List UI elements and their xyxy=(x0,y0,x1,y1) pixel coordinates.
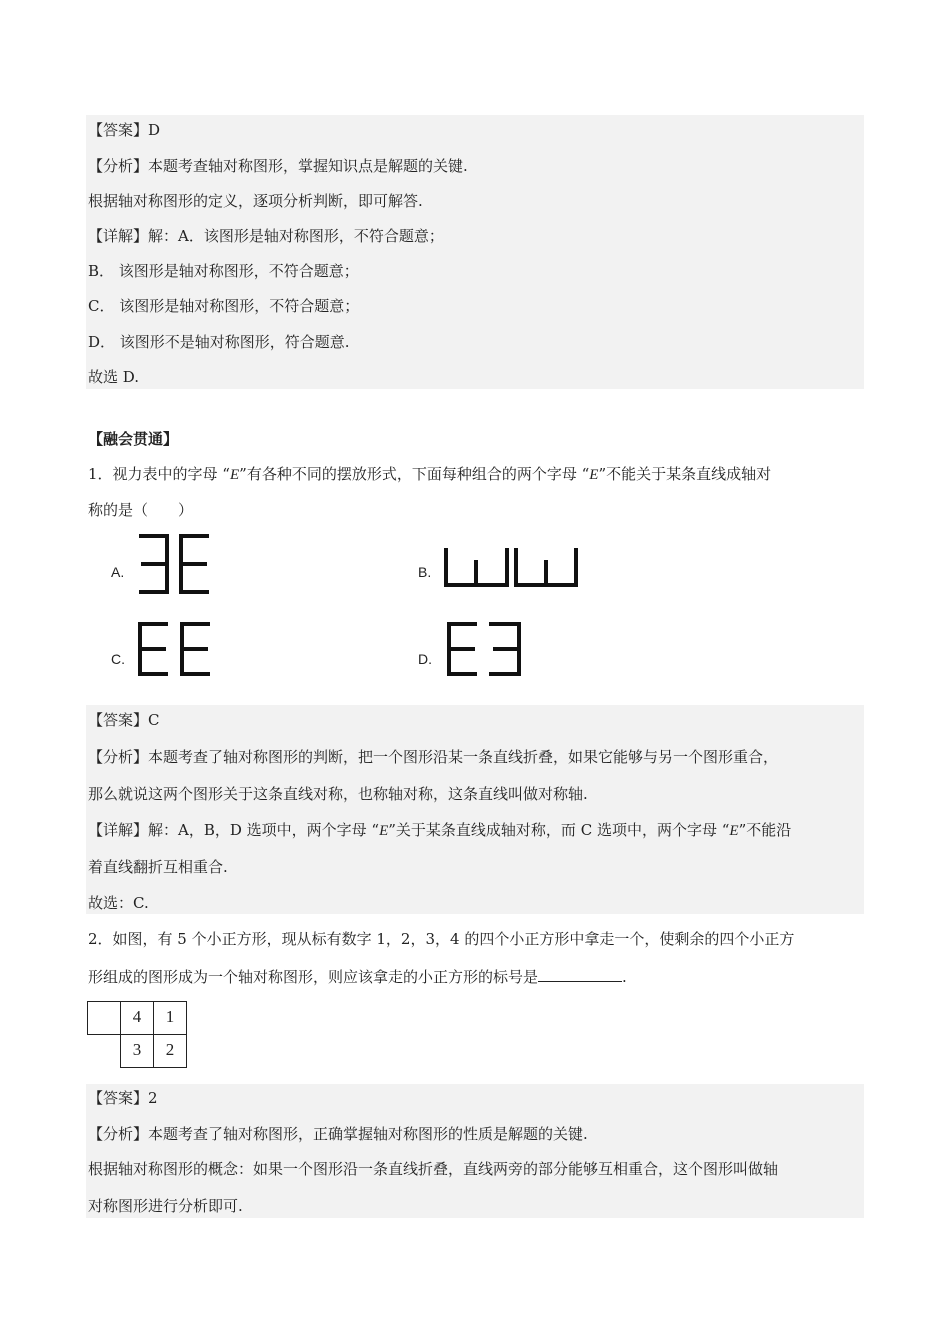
answer-blank xyxy=(538,967,622,982)
analysis-line: 【分析】本题考查了轴对称图形的判断，把一个图形沿某一条直线折叠，如果它能够与另一个图形重合， xyxy=(88,748,779,766)
grid-cell-4: 4 xyxy=(120,1001,154,1035)
square-grid-figure xyxy=(87,1001,187,1069)
option-d-label: D. xyxy=(418,651,432,667)
grid-cell-3: 3 xyxy=(120,1034,154,1068)
detail-line: 【详解】解：A．该图形是轴对称图形，不符合题意； xyxy=(88,227,444,245)
q1-text-b: ”有各种不同的摆放形式，下面每种组合的两个字母 “ xyxy=(239,465,590,483)
answer-line: 【答案】D xyxy=(88,121,161,139)
detail-line-2: 着直线翻折互相重合. xyxy=(88,858,228,876)
answer-box-2 xyxy=(86,705,864,914)
question-2-line-2 xyxy=(88,967,627,987)
detail-line xyxy=(88,820,791,841)
detail-option-d: D． 该图形不是轴对称图形，符合题意. xyxy=(88,333,350,351)
detail-option-b: B． 该图形是轴对称图形，不符合题意； xyxy=(88,262,359,280)
option-c-label: C. xyxy=(111,651,125,667)
detail-letter-e: E xyxy=(379,823,389,839)
q1-letter-e: E xyxy=(229,467,240,483)
analysis-line-3: 对称图形进行分析即可. xyxy=(88,1197,243,1215)
detail-text-c: ”不能沿 xyxy=(738,821,792,839)
question-1-line-1 xyxy=(88,464,771,485)
section-title: 【融会贯通】 xyxy=(88,430,179,448)
analysis-line-2: 那么就说这两个图形关于这条直线对称，也称轴对称，这条直线叫做对称轴. xyxy=(88,785,588,803)
conclusion-line: 故选：C. xyxy=(88,894,149,912)
option-d-figure xyxy=(445,621,525,677)
option-c-figure xyxy=(136,621,214,677)
detail-text-b: ”关于某条直线成轴对称，而 C 选项中，两个字母 “ xyxy=(388,821,730,839)
analysis-line: 【分析】本题考查了轴对称图形，正确掌握轴对称图形的性质是解题的关键. xyxy=(88,1125,588,1143)
answer-line: 【答案】C xyxy=(88,711,160,729)
q1-text-a: 1．视力表中的字母 “ xyxy=(88,465,230,483)
grid-cell-empty xyxy=(87,1001,121,1035)
q1-text-c: ”不能关于某条直线成轴对 xyxy=(598,465,772,483)
question-1-line-2: 称的是（ ） xyxy=(88,501,194,519)
grid-cell-1: 1 xyxy=(153,1001,187,1035)
option-b-label: B. xyxy=(418,564,432,580)
option-a-figure xyxy=(135,533,215,595)
q2-text-a: 形组成的图形成为一个轴对称图形，则应该拿走的小正方形的标号是 xyxy=(88,968,539,986)
conclusion-line: 故选 D. xyxy=(88,368,140,386)
analysis-line-2: 根据轴对称图形的概念：如果一个图形沿一条直线折叠，直线两旁的部分能够互相重合，这个图形叫做轴 xyxy=(88,1160,779,1178)
q2-text-b: . xyxy=(622,968,627,986)
analysis-line: 【分析】本题考查轴对称图形，掌握知识点是解题的关键. xyxy=(88,157,468,175)
analysis-line-2: 根据轴对称图形的定义，逐项分析判断，即可解答. xyxy=(88,192,423,210)
detail-letter-e-2: E xyxy=(729,823,739,839)
grid-cell-2: 2 xyxy=(153,1034,187,1068)
q1-letter-e-2: E xyxy=(589,467,599,483)
answer-line: 【答案】2 xyxy=(88,1089,158,1107)
option-b-figure xyxy=(443,546,579,588)
question-2-line-1: 2．如图，有 5 个小正方形，现从标有数字 1，2，3，4 的四个小正方形中拿走一个，使剩余的四个小正方 xyxy=(88,930,795,948)
option-a-label: A. xyxy=(111,564,125,580)
detail-text-a: 【详解】解：A，B，D 选项中，两个字母 “ xyxy=(88,821,380,839)
detail-option-c: C． 该图形是轴对称图形，不符合题意； xyxy=(88,297,360,315)
